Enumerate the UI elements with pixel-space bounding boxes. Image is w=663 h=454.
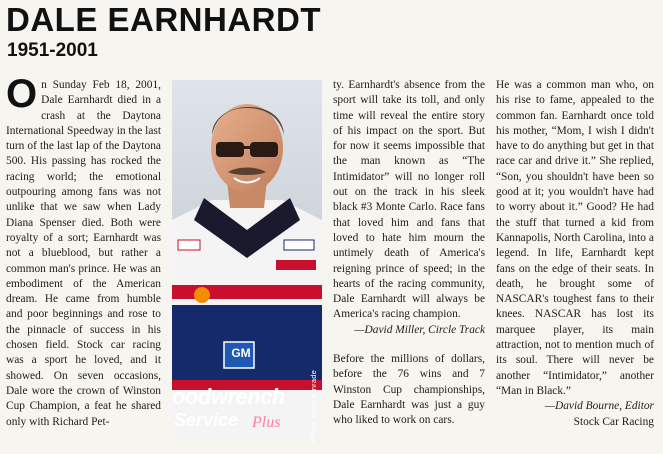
credit-publication: Circle Track — [428, 323, 485, 336]
column-2-text: ty. Earnhardt's absence from the sport will take its toll, and only time will reveal the entire story of his impact on the sport. But for now it seems impossible that the man known as “The Intimidator” will no longer roll out on the track in his sleek black #3 Monte Carlo. Race fans that loved him and fans that loved to hate him mourn the untimely death of America's reigning prince of speed; in the hearts of the racing community, Dale Earnhardt will always be America's racing champion. — [333, 79, 485, 321]
article-years: 1951-2001 — [7, 40, 98, 61]
column-3-credit-author: —David Bourne, Editor — [544, 400, 654, 413]
sponsor-logo-text-2: Service — [174, 410, 239, 430]
credit-author: —David Miller, — [354, 323, 426, 336]
column-1-paragraph — [6, 72, 161, 430]
column-3-credit-publication: Stock Car Racing — [573, 415, 654, 428]
gm-badge: GM — [231, 346, 251, 360]
article-column-2 — [333, 78, 485, 429]
column-1-text: n Sunday Feb 18, 2001, Dale Earnhardt died in a crash at the Daytona International Speedway in the last turn of the last lap of the Daytona 500. His passing has rocked the racing world; the emotional outpouring among fans was not unlike that we saw when Lady Diana Spenser died. Both were royalty of a sort; Earnhardt was not a blueblood, but rather a common man's prince. He was an embodiment of the American dream. He came from humble and poor beginnings and rose to the pinnacle of success in his chosen field. Stock car racing was a sport he loved, and it showed. On seven occasions, Dale wore the crown of Winston Cup Champion, a feat he shared only with Richard Pet- — [6, 79, 161, 428]
column-2-text-2: Before the millions of dollars, before the 76 wins and 7 Winston Cup championships, Dale Earnhardt was just a guy who liked to work on cars. — [333, 353, 485, 427]
photo-credit: Photo: Nigel Kinrade — [309, 370, 318, 443]
column-2-credit — [333, 323, 485, 338]
sponsor-logo-text: oodwrench — [172, 384, 285, 409]
article-headline: DALE EARNHARDT — [6, 1, 321, 38]
article-column-1 — [6, 72, 161, 430]
article-column-3 — [496, 78, 654, 430]
column-3-text: He was a common man who, on his rise to fame, appealed to the common fan. Earnhardt once told his mother, “Mom, I wish I didn't have to do anything but get in that race car and drive it.” She replied, “Son, you shouldn't have been so good at it; you wouldn't have had to worry about it.” Good? He had the stuff that turned a kid from Kannapolis, North Carolina, into a legend. In life, Earnhardt kept fans on the edge of their seats. In death, he brought some of NASCAR's toughest fans to their knees. NASCAR has lost its marquee player, its main attraction, not to mention much of its soul. There will never be another “Intimidator,” another “Man in Black.” — [496, 79, 654, 397]
driver-photo — [172, 80, 322, 444]
drop-cap: O — [6, 72, 38, 116]
sponsor-logo-text-3: Plus — [252, 414, 281, 431]
